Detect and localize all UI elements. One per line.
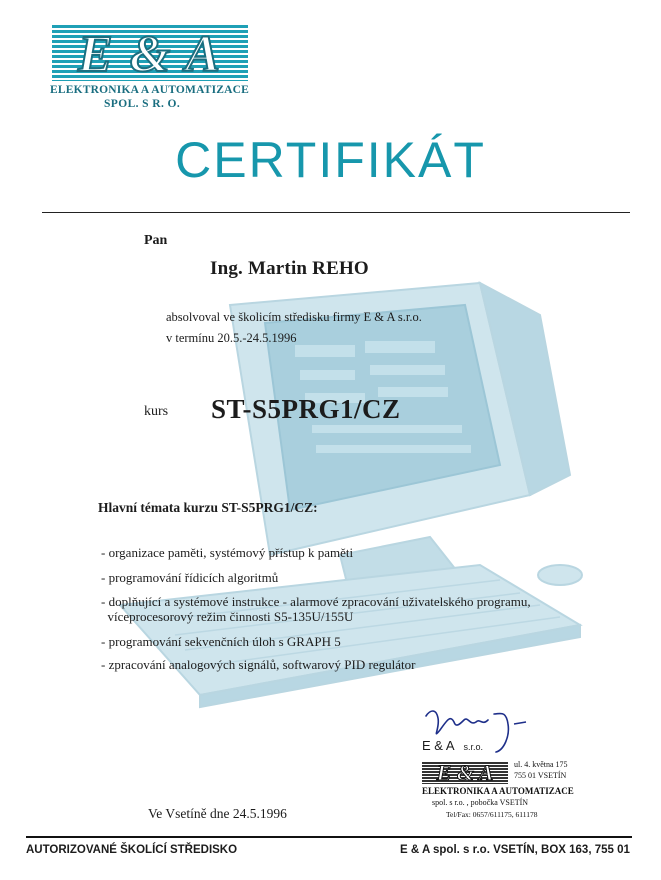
logo-company-name: ELEKTRONIKA A AUTOMATIZACE bbox=[50, 84, 250, 96]
logo-company-type: SPOL. S R. O. bbox=[104, 98, 181, 110]
course-dates: v termínu 20.5.-24.5.1996 bbox=[166, 331, 297, 345]
completion-statement: absolvoval ve školicím středisku firmy E & A s.r.o. bbox=[166, 310, 422, 324]
stamp-logo-letters: E & A bbox=[436, 760, 494, 785]
top-divider bbox=[42, 212, 630, 213]
signatory-company bbox=[422, 738, 483, 753]
course-code: ST-S5PRG1/CZ bbox=[211, 394, 401, 424]
topic-item: - doplňující a systémové instrukce - alarmové zpracování uživatelského programu, bbox=[101, 594, 531, 609]
bottom-divider bbox=[26, 836, 632, 838]
footer-authorization: AUTORIZOVANÉ ŠKOLÍCÍ STŘEDISKO bbox=[26, 844, 238, 856]
topic-item: - organizace paměti, systémový přístup k paměti bbox=[101, 545, 354, 560]
topic-item: - programování řídicích algoritmů bbox=[101, 570, 279, 585]
signatory-company-name: E & A bbox=[422, 738, 454, 753]
logo-letters: E & A bbox=[78, 26, 222, 83]
topic-item: víceprocesorový režim činnosti S5-135U/155U bbox=[101, 609, 354, 624]
salutation: Pan bbox=[144, 233, 168, 248]
certificate-title: CERTIFIKÁT bbox=[175, 132, 486, 188]
signatory-company-suffix: s.r.o. bbox=[463, 742, 483, 752]
stamp-address-line1: ul. 4. května 175 bbox=[514, 760, 568, 769]
stamp-address-line2: 755 01 VSETÍN bbox=[514, 771, 567, 780]
course-label: kurs bbox=[144, 404, 169, 419]
stamp-branch: spol. s r.o. , pobočka VSETÍN bbox=[432, 798, 529, 807]
stamp-phone: Tel/Fax: 0657/611175, 611178 bbox=[446, 810, 538, 819]
topic-item: - zpracování analogových signálů, softwarový PID regulátor bbox=[101, 657, 416, 672]
company-stamp bbox=[422, 762, 622, 824]
recipient-name: Ing. Martin REHO bbox=[210, 258, 369, 279]
place-and-date: Ve Vsetíně dne 24.5.1996 bbox=[148, 806, 287, 821]
topics-heading: Hlavní témata kurzu ST-S5PRG1/CZ: bbox=[98, 500, 318, 515]
topic-item: - programování sekvenčních úloh s GRAPH 5 bbox=[101, 634, 341, 649]
footer-address: E & A spol. s r.o. VSETÍN, BOX 163, 755 01 bbox=[400, 844, 630, 856]
company-logo bbox=[50, 25, 250, 120]
stamp-company-name: ELEKTRONIKA A AUTOMATIZACE bbox=[422, 786, 574, 796]
